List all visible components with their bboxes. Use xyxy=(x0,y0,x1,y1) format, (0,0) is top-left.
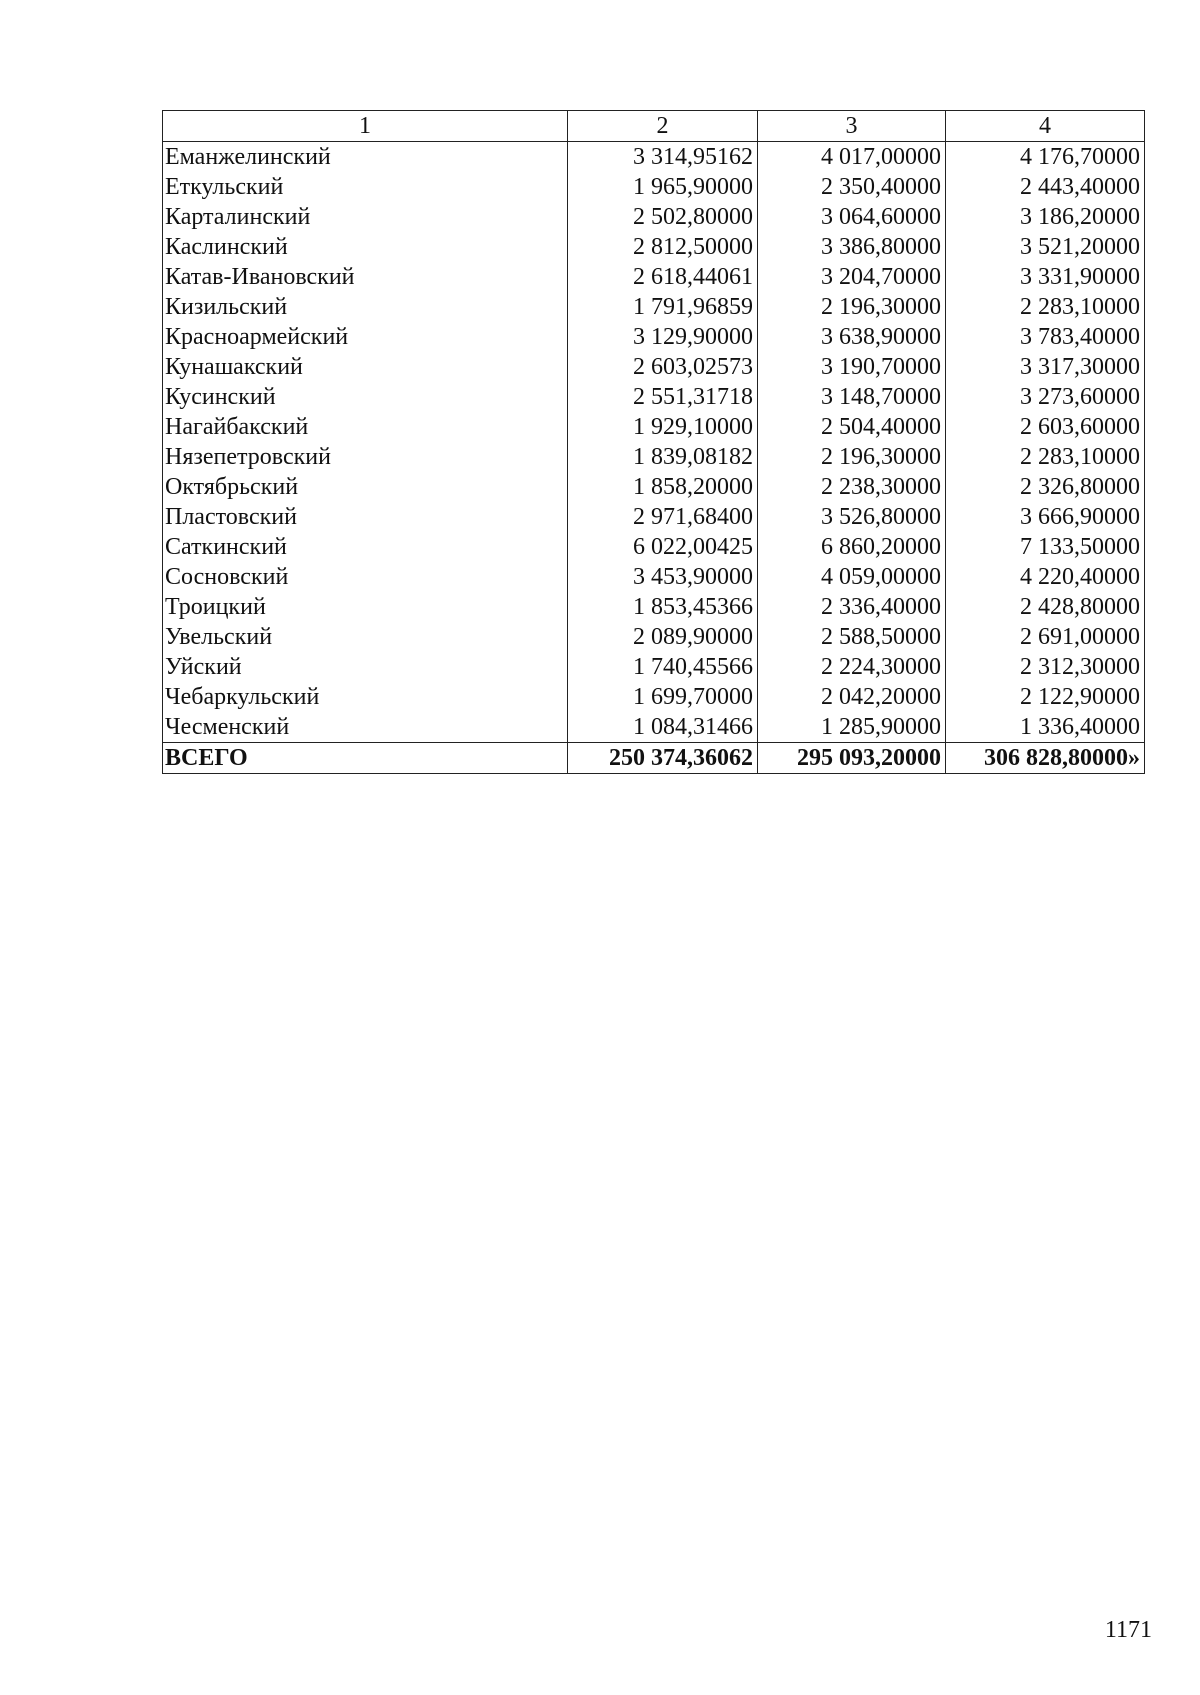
value-col-3-cell: 1 285,90000 xyxy=(758,712,946,743)
value-col-2-cell: 1 858,20000 xyxy=(568,472,758,502)
value-col-4-cell: 2 122,90000 xyxy=(946,682,1145,712)
value-col-2-cell: 2 618,44061 xyxy=(568,262,758,292)
value-col-2-cell: 3 314,95162 xyxy=(568,142,758,173)
total-row xyxy=(163,743,1145,774)
value-col-4-cell: 2 312,30000 xyxy=(946,652,1145,682)
table-header xyxy=(163,111,1145,142)
district-name-cell: Кунашакский xyxy=(163,352,568,382)
value-col-2-cell: 2 812,50000 xyxy=(568,232,758,262)
district-name-cell: Пластовский xyxy=(163,502,568,532)
value-col-4-cell: 7 133,50000 xyxy=(946,532,1145,562)
value-col-3-cell: 4 059,00000 xyxy=(758,562,946,592)
value-col-3-cell: 4 017,00000 xyxy=(758,142,946,173)
value-col-2-cell: 1 699,70000 xyxy=(568,682,758,712)
value-col-4-cell: 3 783,40000 xyxy=(946,322,1145,352)
value-col-3-cell: 2 336,40000 xyxy=(758,592,946,622)
value-col-4-cell: 2 691,00000 xyxy=(946,622,1145,652)
value-col-4-cell: 3 317,30000 xyxy=(946,352,1145,382)
table-row xyxy=(163,202,1145,232)
value-col-3-cell: 2 238,30000 xyxy=(758,472,946,502)
value-col-3-cell: 2 504,40000 xyxy=(758,412,946,442)
district-name-cell: Еманжелинский xyxy=(163,142,568,173)
district-name-cell: Троицкий xyxy=(163,592,568,622)
table-row xyxy=(163,322,1145,352)
value-col-4-cell: 4 220,40000 xyxy=(946,562,1145,592)
district-name-cell: Нязепетровский xyxy=(163,442,568,472)
table-row xyxy=(163,412,1145,442)
value-col-2-cell: 2 971,68400 xyxy=(568,502,758,532)
table-row xyxy=(163,472,1145,502)
value-col-4-cell: 3 331,90000 xyxy=(946,262,1145,292)
table-row xyxy=(163,262,1145,292)
value-col-4-cell: 2 443,40000 xyxy=(946,172,1145,202)
table-row xyxy=(163,622,1145,652)
district-name-cell: Нагайбакский xyxy=(163,412,568,442)
value-col-4-cell: 2 283,10000 xyxy=(946,442,1145,472)
value-col-4-cell: 2 428,80000 xyxy=(946,592,1145,622)
header-col-2: 2 xyxy=(568,111,758,142)
value-col-3-cell: 3 638,90000 xyxy=(758,322,946,352)
table-row xyxy=(163,142,1145,173)
district-name-cell: Саткинский xyxy=(163,532,568,562)
value-col-2-cell: 1 965,90000 xyxy=(568,172,758,202)
table-body xyxy=(163,142,1145,774)
value-col-2-cell: 1 853,45366 xyxy=(568,592,758,622)
value-col-2-cell: 3 453,90000 xyxy=(568,562,758,592)
value-col-3-cell: 2 224,30000 xyxy=(758,652,946,682)
value-col-2-cell: 6 022,00425 xyxy=(568,532,758,562)
district-name-cell: Еткульский xyxy=(163,172,568,202)
district-name-cell: Сосновский xyxy=(163,562,568,592)
table-row xyxy=(163,442,1145,472)
value-col-3-cell: 3 204,70000 xyxy=(758,262,946,292)
table-row xyxy=(163,682,1145,712)
header-col-4: 4 xyxy=(946,111,1145,142)
budget-table xyxy=(162,110,1145,774)
table-row xyxy=(163,352,1145,382)
table-row xyxy=(163,562,1145,592)
value-col-4-cell: 3 186,20000 xyxy=(946,202,1145,232)
table-row xyxy=(163,382,1145,412)
table-row xyxy=(163,652,1145,682)
value-col-2-cell: 1 929,10000 xyxy=(568,412,758,442)
table-row xyxy=(163,532,1145,562)
table-row xyxy=(163,292,1145,322)
value-col-4-cell: 3 273,60000 xyxy=(946,382,1145,412)
value-col-4-cell: 4 176,70000 xyxy=(946,142,1145,173)
district-name-cell: Кусинский xyxy=(163,382,568,412)
district-name-cell: Уйский xyxy=(163,652,568,682)
value-col-4-cell: 3 521,20000 xyxy=(946,232,1145,262)
page-number: 1171 xyxy=(1104,1617,1152,1643)
district-name-cell: Чесменский xyxy=(163,712,568,743)
value-col-3-cell: 3 386,80000 xyxy=(758,232,946,262)
value-col-3-cell: 2 042,20000 xyxy=(758,682,946,712)
value-col-2-cell: 1 084,31466 xyxy=(568,712,758,743)
value-col-4-cell: 1 336,40000 xyxy=(946,712,1145,743)
total-value-col-2-cell: 250 374,36062 xyxy=(568,743,758,774)
value-col-3-cell: 3 148,70000 xyxy=(758,382,946,412)
value-col-3-cell: 3 064,60000 xyxy=(758,202,946,232)
value-col-3-cell: 2 196,30000 xyxy=(758,442,946,472)
district-name-cell: Октябрьский xyxy=(163,472,568,502)
table-row xyxy=(163,232,1145,262)
value-col-2-cell: 1 740,45566 xyxy=(568,652,758,682)
header-row xyxy=(163,111,1145,142)
value-col-3-cell: 2 196,30000 xyxy=(758,292,946,322)
table-row xyxy=(163,502,1145,532)
total-district-name-cell: ВСЕГО xyxy=(163,743,568,774)
district-name-cell: Каслинский xyxy=(163,232,568,262)
value-col-2-cell: 2 551,31718 xyxy=(568,382,758,412)
total-value-col-3-cell: 295 093,20000 xyxy=(758,743,946,774)
value-col-3-cell: 2 350,40000 xyxy=(758,172,946,202)
district-name-cell: Чебаркульский xyxy=(163,682,568,712)
value-col-3-cell: 2 588,50000 xyxy=(758,622,946,652)
district-name-cell: Кизильский xyxy=(163,292,568,322)
district-name-cell: Красноармейский xyxy=(163,322,568,352)
header-col-1: 1 xyxy=(163,111,568,142)
value-col-4-cell: 2 603,60000 xyxy=(946,412,1145,442)
value-col-3-cell: 6 860,20000 xyxy=(758,532,946,562)
district-name-cell: Увельский xyxy=(163,622,568,652)
value-col-4-cell: 2 326,80000 xyxy=(946,472,1145,502)
district-name-cell: Карталинский xyxy=(163,202,568,232)
value-col-2-cell: 1 839,08182 xyxy=(568,442,758,472)
value-col-2-cell: 2 603,02573 xyxy=(568,352,758,382)
value-col-2-cell: 2 089,90000 xyxy=(568,622,758,652)
value-col-3-cell: 3 526,80000 xyxy=(758,502,946,532)
district-name-cell: Катав-Ивановский xyxy=(163,262,568,292)
header-col-3: 3 xyxy=(758,111,946,142)
table-row xyxy=(163,172,1145,202)
value-col-3-cell: 3 190,70000 xyxy=(758,352,946,382)
table-row xyxy=(163,592,1145,622)
value-col-2-cell: 3 129,90000 xyxy=(568,322,758,352)
value-col-4-cell: 3 666,90000 xyxy=(946,502,1145,532)
table-row xyxy=(163,712,1145,743)
value-col-2-cell: 2 502,80000 xyxy=(568,202,758,232)
total-value-col-4-cell: 306 828,80000» xyxy=(946,743,1145,774)
value-col-4-cell: 2 283,10000 xyxy=(946,292,1145,322)
value-col-2-cell: 1 791,96859 xyxy=(568,292,758,322)
